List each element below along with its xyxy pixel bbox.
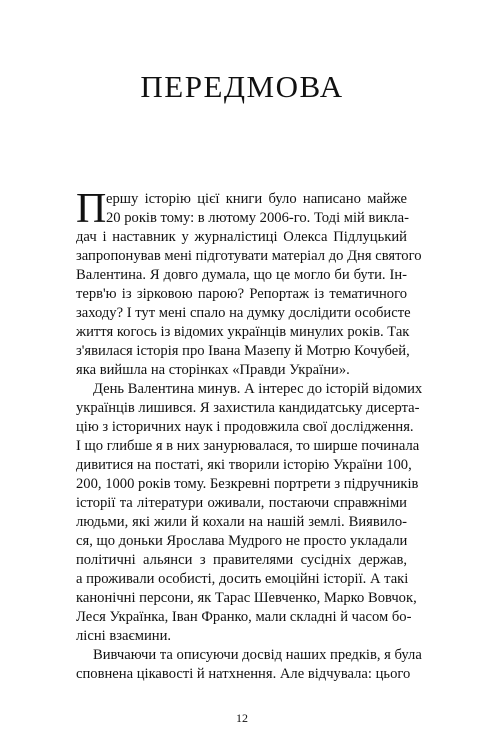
text-line: П ершу історію цієї книги було написано майже [76, 186, 407, 232]
text-line: терв'ю із зірковою парою? Репортаж із тематичного [76, 286, 407, 302]
text-line: ся, що доньки Ярослава Мудрого не просто укладали [76, 533, 408, 549]
text-line: яка вийшла на сторінках «Правди України». [76, 362, 350, 378]
text-line: Вивчаючи та описуючи досвід наших предків, я була [93, 647, 422, 663]
text-line: людьми, які жили й кохали на нашій землі. Виявило- [76, 514, 407, 530]
text-line: з'явилася історія про Івана Мазепу й Мотрю Кочубей, [76, 343, 410, 359]
text-line: життя когось із відомих українців минулих років. Так [76, 324, 410, 340]
text-line: сповнена цікавості й натхнення. Але відчувала: цього [76, 666, 411, 682]
text-line: 20 років тому: в лютому 2006-го. Тоді мій викла- [106, 210, 409, 226]
chapter-title: ПЕРЕДМОВА [140, 69, 344, 104]
text-line: запропонував мені підготувати матеріал до Дня святого [76, 248, 422, 264]
text-line: дач і наставник у журналістиці Олекса Підлуцький [76, 229, 407, 245]
text-line: дивитися на постаті, які творили історію України 100, [76, 457, 412, 473]
page-number: 12 [236, 711, 248, 725]
text-line: І що глибше я в них занурювалася, то ширше починала [76, 438, 420, 454]
text-line: історії та літератури оживали, постаючи справжніми [76, 495, 407, 511]
text-line: День Валентина минув. А інтерес до історій відомих [93, 381, 423, 397]
text-line: Валентина. Я довго думала, що це могло би бути. Ін- [76, 267, 407, 283]
text-line: а проживали особисті, досить емоційні історії. А такі [76, 571, 409, 587]
drop-cap: П [76, 186, 107, 232]
text-line: 200, 1000 років тому. Безкревні портрети з підручників [76, 476, 419, 492]
text-line: політичні альянси з правителями сусідніх держав, [76, 552, 407, 568]
text-line: заходу? І тут мені спало на думку дослідити особисте [76, 305, 411, 321]
text-line: Леся Українка, Іван Франко, мали складні й часом бо- [76, 609, 412, 625]
text-line: українців лишився. Я захистила кандидатську дисерта- [76, 400, 420, 416]
body-text [76, 186, 423, 684]
text-line: лісні взаємини. [76, 628, 172, 644]
text-line: цію з історичних наук і продовжила свої дослідження. [76, 419, 414, 435]
text-line: канонічні персони, як Тарас Шевченко, Марко Вовчок, [76, 590, 417, 606]
